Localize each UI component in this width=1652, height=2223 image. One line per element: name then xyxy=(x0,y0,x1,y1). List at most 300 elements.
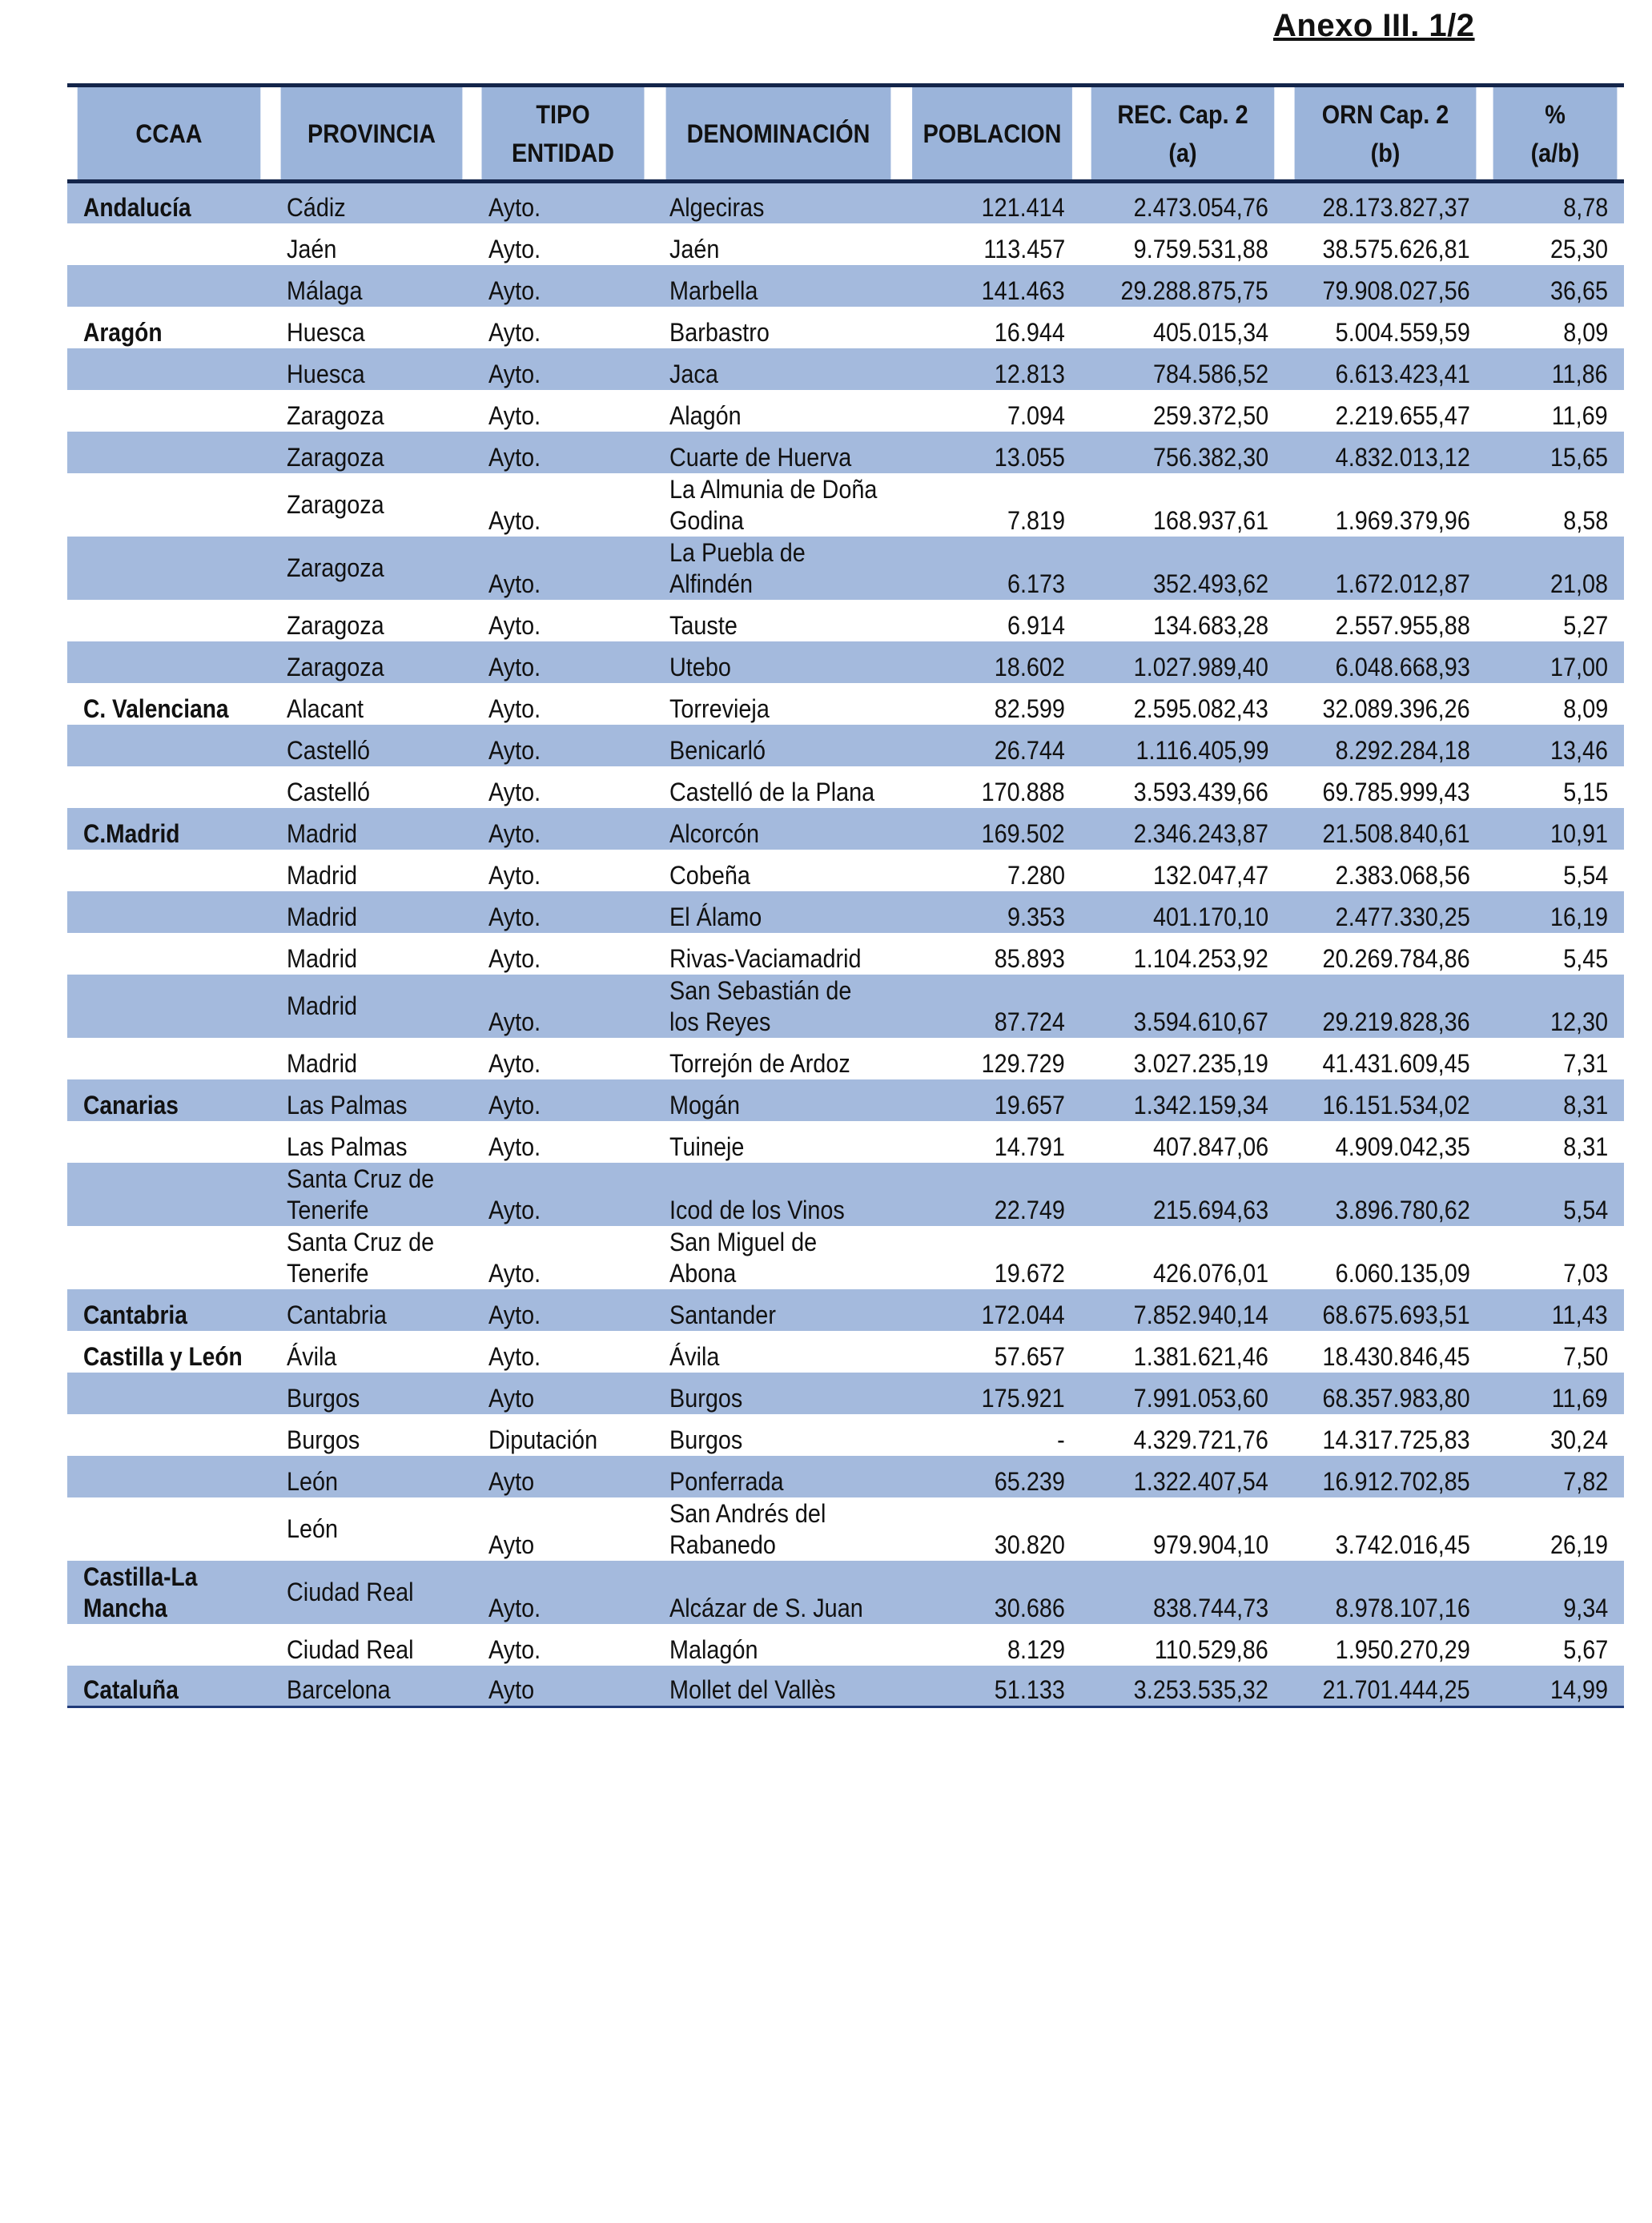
cell-provincia: Zaragoza xyxy=(271,537,472,600)
cell-denominacion: Cuarte de Huerva xyxy=(653,432,903,473)
cell-poblacion: 141.463 xyxy=(903,265,1081,307)
cell-poblacion: 82.599 xyxy=(994,693,1065,723)
cell-provincia: Cádiz xyxy=(271,182,472,223)
cell-provincia: Zaragoza xyxy=(287,400,384,430)
table-row xyxy=(67,641,1624,683)
cell-ccaa xyxy=(67,223,271,265)
cell-orn-cap2: 32.089.396,26 xyxy=(1322,693,1470,723)
cell-percentage: 25,30 xyxy=(1550,234,1608,263)
cell-rec-cap2: 7.852.940,14 xyxy=(1081,1289,1284,1331)
cell-ccaa xyxy=(67,1414,271,1456)
cell-provincia: Ávila xyxy=(287,1341,337,1371)
cell-rec-cap2: 405.015,34 xyxy=(1152,317,1268,347)
cell-percentage: 30,24 xyxy=(1550,1425,1608,1454)
header-ccaa: CCAA xyxy=(78,86,261,182)
cell-percentage: 11,43 xyxy=(1486,1289,1624,1331)
cell-poblacion: 85.893 xyxy=(994,943,1065,973)
cell-provincia: León xyxy=(271,1456,472,1497)
cell-rec-cap2: 1.342.159,34 xyxy=(1081,1079,1284,1121)
cell-poblacion: 18.602 xyxy=(903,641,1081,683)
cell-ccaa: Cantabria xyxy=(67,1289,271,1331)
cell-tipo-entidad: Ayto. xyxy=(488,1341,541,1371)
cell-orn-cap2: 8.978.107,16 xyxy=(1284,1561,1486,1624)
cell-orn-cap2: 14.317.725,83 xyxy=(1322,1425,1470,1454)
cell-percentage: 7,31 xyxy=(1562,1048,1608,1078)
cell-percentage: 7,03 xyxy=(1562,1258,1608,1288)
table-row xyxy=(67,1561,1624,1624)
cell-percentage: 8,09 xyxy=(1562,317,1608,347)
cell-poblacion: 87.724 xyxy=(903,975,1081,1038)
cell-ccaa xyxy=(67,1497,271,1561)
header-orn-cap2: ORN Cap. 2 (b) xyxy=(1295,86,1477,182)
cell-orn-cap2: 79.908.027,56 xyxy=(1284,265,1486,307)
cell-ccaa xyxy=(67,1456,271,1497)
cell-tipo-entidad: Ayto. xyxy=(488,505,541,535)
cell-ccaa: C.Madrid xyxy=(67,808,271,850)
cell-provincia: Alacant xyxy=(287,693,364,723)
cell-ccaa: Canarias xyxy=(67,1079,271,1121)
cell-ccaa xyxy=(67,348,271,390)
cell-orn-cap2: 3.742.016,45 xyxy=(1335,1530,1470,1559)
cell-ccaa: Cataluña xyxy=(67,1666,271,1707)
cell-provincia: Zaragoza xyxy=(287,610,384,640)
cell-rec-cap2: 2.346.243,87 xyxy=(1081,808,1284,850)
cell-provincia: Ciudad Real xyxy=(287,1634,414,1664)
cell-tipo-entidad: Ayto. xyxy=(488,400,541,430)
cell-denominacion: Cobeña xyxy=(669,860,750,890)
cell-tipo-entidad: Ayto. xyxy=(488,1258,541,1288)
cell-provincia: Madrid xyxy=(271,975,472,1038)
table-row xyxy=(67,933,1624,975)
cell-tipo-entidad: Ayto. xyxy=(472,182,653,223)
cell-poblacion: 16.944 xyxy=(994,317,1065,347)
cell-orn-cap2: 1.950.270,29 xyxy=(1335,1634,1470,1664)
table-row xyxy=(67,390,1624,432)
cell-percentage: 14,99 xyxy=(1486,1666,1624,1707)
cell-ccaa: C. Valenciana xyxy=(83,693,229,723)
cell-denominacion: San Sebastián de los Reyes xyxy=(653,975,903,1038)
table-row xyxy=(67,182,1624,223)
cell-ccaa xyxy=(67,600,271,641)
table-row xyxy=(67,1121,1624,1163)
cell-tipo-entidad: Diputación xyxy=(488,1425,598,1454)
cell-denominacion: Burgos xyxy=(669,1425,743,1454)
table-row xyxy=(67,307,1624,348)
table-row xyxy=(67,1289,1624,1331)
cell-provincia: Santa Cruz de Tenerife xyxy=(271,1163,472,1226)
cell-poblacion: 129.729 xyxy=(981,1048,1065,1078)
cell-rec-cap2: 7.991.053,60 xyxy=(1081,1373,1284,1414)
cell-poblacion: 12.813 xyxy=(903,348,1081,390)
cell-orn-cap2: 6.613.423,41 xyxy=(1284,348,1486,390)
cell-rec-cap2: 132.047,47 xyxy=(1152,860,1268,890)
table-row xyxy=(67,348,1624,390)
cell-rec-cap2: 9.759.531,88 xyxy=(1133,234,1268,263)
cell-poblacion: 13.055 xyxy=(903,432,1081,473)
cell-denominacion: Torrejón de Ardoz xyxy=(669,1048,850,1078)
cell-rec-cap2: 2.473.054,76 xyxy=(1081,182,1284,223)
cell-percentage: 7,82 xyxy=(1486,1456,1624,1497)
cell-tipo-entidad: Ayto. xyxy=(472,725,653,766)
cell-tipo-entidad: Ayto. xyxy=(472,265,653,307)
cell-orn-cap2: 16.912.702,85 xyxy=(1284,1456,1486,1497)
cell-tipo-entidad: Ayto. xyxy=(488,693,541,723)
cell-denominacion: Alcázar de S. Juan xyxy=(653,1561,903,1624)
cell-poblacion: 14.791 xyxy=(994,1132,1065,1161)
cell-ccaa xyxy=(67,390,271,432)
cell-percentage: 11,86 xyxy=(1486,348,1624,390)
cell-poblacion: 7.819 xyxy=(1007,505,1065,535)
cell-poblacion: 121.414 xyxy=(903,182,1081,223)
cell-denominacion: Torrevieja xyxy=(669,693,770,723)
cell-percentage: 7,50 xyxy=(1562,1341,1608,1371)
cell-poblacion: 7.094 xyxy=(1007,400,1065,430)
cell-denominacion: Malagón xyxy=(669,1634,758,1664)
cell-rec-cap2: 3.253.535,32 xyxy=(1081,1666,1284,1707)
cell-ccaa xyxy=(67,766,271,808)
cell-tipo-entidad: Ayto. xyxy=(472,1289,653,1331)
cell-provincia: Burgos xyxy=(271,1373,472,1414)
cell-ccaa xyxy=(67,1226,271,1289)
header-provincia: PROVINCIA xyxy=(281,86,463,182)
cell-provincia: Madrid xyxy=(271,808,472,850)
cell-denominacion: Ponferrada xyxy=(653,1456,903,1497)
cell-orn-cap2: 2.219.655,47 xyxy=(1335,400,1470,430)
cell-rec-cap2: 426.076,01 xyxy=(1152,1258,1268,1288)
cell-tipo-entidad: Ayto. xyxy=(472,1561,653,1624)
cell-ccaa xyxy=(67,933,271,975)
cell-provincia: Huesca xyxy=(271,348,472,390)
cell-rec-cap2: 2.595.082,43 xyxy=(1133,693,1268,723)
cell-percentage: 8,09 xyxy=(1562,693,1608,723)
cell-orn-cap2: 6.060.135,09 xyxy=(1335,1258,1470,1288)
cell-poblacion: 30.820 xyxy=(994,1530,1065,1559)
cell-rec-cap2: 215.694,63 xyxy=(1081,1163,1284,1226)
cell-ccaa: Castilla y León xyxy=(83,1341,243,1371)
cell-rec-cap2: 168.937,61 xyxy=(1152,505,1268,535)
cell-percentage: 13,46 xyxy=(1486,725,1624,766)
table-row xyxy=(67,1497,1624,1561)
cell-orn-cap2: 68.357.983,80 xyxy=(1284,1373,1486,1414)
cell-poblacion: 57.657 xyxy=(994,1341,1065,1371)
cell-provincia: Las Palmas xyxy=(287,1132,408,1161)
cell-orn-cap2: 3.896.780,62 xyxy=(1284,1163,1486,1226)
cell-orn-cap2: 41.431.609,45 xyxy=(1322,1048,1470,1078)
table-row xyxy=(67,265,1624,307)
cell-poblacion: - xyxy=(1057,1425,1065,1454)
cell-orn-cap2: 8.292.284,18 xyxy=(1284,725,1486,766)
cell-provincia: Zaragoza xyxy=(287,489,384,519)
header-denominacion: DENOMINACIÓN xyxy=(666,86,891,182)
table-row xyxy=(67,766,1624,808)
cell-ccaa xyxy=(67,1038,271,1079)
cell-poblacion: 30.686 xyxy=(903,1561,1081,1624)
table-row xyxy=(67,1414,1624,1456)
table-row xyxy=(67,725,1624,766)
cell-tipo-entidad: Ayto. xyxy=(472,808,653,850)
cell-rec-cap2: 3.027.235,19 xyxy=(1133,1048,1268,1078)
cell-percentage: 10,91 xyxy=(1486,808,1624,850)
cell-poblacion: 19.657 xyxy=(903,1079,1081,1121)
cell-tipo-entidad: Ayto xyxy=(488,1530,535,1559)
cell-poblacion: 8.129 xyxy=(1007,1634,1065,1664)
cell-percentage: 5,54 xyxy=(1562,860,1608,890)
cell-denominacion: Jaca xyxy=(653,348,903,390)
header-poblacion: POBLACION xyxy=(912,86,1072,182)
cell-orn-cap2: 1.672.012,87 xyxy=(1284,537,1486,600)
cell-percentage: 8,31 xyxy=(1486,1079,1624,1121)
cell-ccaa xyxy=(67,265,271,307)
cell-tipo-entidad: Ayto. xyxy=(488,777,541,806)
cell-denominacion: Burgos xyxy=(653,1373,903,1414)
cell-percentage: 16,19 xyxy=(1486,891,1624,933)
cell-percentage: 36,65 xyxy=(1486,265,1624,307)
cell-denominacion: Santander xyxy=(653,1289,903,1331)
table-row xyxy=(67,1456,1624,1497)
table-row xyxy=(67,808,1624,850)
cell-percentage: 11,69 xyxy=(1552,400,1608,430)
cell-poblacion: 169.502 xyxy=(903,808,1081,850)
cell-ccaa xyxy=(67,641,271,683)
cell-orn-cap2: 28.173.827,37 xyxy=(1284,182,1486,223)
cell-ccaa: Aragón xyxy=(83,317,163,347)
cell-ccaa xyxy=(67,975,271,1038)
cell-orn-cap2: 4.832.013,12 xyxy=(1284,432,1486,473)
cell-orn-cap2: 6.048.668,93 xyxy=(1284,641,1486,683)
cell-tipo-entidad: Ayto. xyxy=(472,891,653,933)
cell-ccaa xyxy=(67,891,271,933)
cell-provincia: Burgos xyxy=(287,1425,360,1454)
cell-poblacion: 19.672 xyxy=(994,1258,1065,1288)
table-row xyxy=(67,1038,1624,1079)
cell-percentage: 5,45 xyxy=(1562,943,1608,973)
cell-percentage: 15,65 xyxy=(1486,432,1624,473)
cell-tipo-entidad: Ayto. xyxy=(472,975,653,1038)
cell-orn-cap2: 21.508.840,61 xyxy=(1284,808,1486,850)
cell-poblacion: 170.888 xyxy=(981,777,1065,806)
cell-tipo-entidad: Ayto. xyxy=(472,432,653,473)
cell-orn-cap2: 20.269.784,86 xyxy=(1322,943,1470,973)
cell-provincia: Madrid xyxy=(271,891,472,933)
cell-provincia: Huesca xyxy=(287,317,365,347)
cell-tipo-entidad: Ayto. xyxy=(472,1163,653,1226)
cell-denominacion: Castelló de la Plana xyxy=(669,777,875,806)
cell-orn-cap2: 4.909.042,35 xyxy=(1335,1132,1470,1161)
cell-provincia: Castelló xyxy=(271,725,472,766)
cell-ccaa: Castilla-La Mancha xyxy=(67,1561,271,1624)
annex-title: Anexo III. 1/2 xyxy=(1273,8,1475,43)
table-row xyxy=(67,891,1624,933)
cell-tipo-entidad: Ayto. xyxy=(472,348,653,390)
cell-ccaa xyxy=(67,1121,271,1163)
cell-denominacion: Alcorcón xyxy=(653,808,903,850)
table-row xyxy=(67,850,1624,891)
cell-poblacion: 7.280 xyxy=(1007,860,1065,890)
cell-orn-cap2: 29.219.828,36 xyxy=(1284,975,1486,1038)
cell-poblacion: 6.914 xyxy=(1007,610,1065,640)
cell-percentage: 8,58 xyxy=(1562,505,1608,535)
cell-provincia: Madrid xyxy=(287,943,358,973)
cell-rec-cap2: 401.170,10 xyxy=(1081,891,1284,933)
cell-provincia: Santa Cruz de Tenerife xyxy=(287,1227,435,1288)
table-body xyxy=(67,182,1624,1707)
cell-percentage: 5,67 xyxy=(1562,1634,1608,1664)
cell-provincia: Madrid xyxy=(287,860,358,890)
cell-rec-cap2: 4.329.721,76 xyxy=(1133,1425,1268,1454)
cell-percentage: 5,54 xyxy=(1486,1163,1624,1226)
header-tipo-entidad: TIPO ENTIDAD xyxy=(481,86,644,182)
cell-provincia: León xyxy=(287,1513,339,1543)
table-row xyxy=(67,683,1624,725)
cell-poblacion: 26.744 xyxy=(903,725,1081,766)
cell-rec-cap2: 3.594.610,67 xyxy=(1081,975,1284,1038)
cell-denominacion: Tauste xyxy=(669,610,738,640)
cell-tipo-entidad: Ayto xyxy=(472,1373,653,1414)
cell-orn-cap2: 69.785.999,43 xyxy=(1322,777,1470,806)
cell-tipo-entidad: Ayto. xyxy=(488,234,541,263)
annex-table xyxy=(67,83,1624,1708)
cell-provincia: Zaragoza xyxy=(271,641,472,683)
cell-percentage: 26,19 xyxy=(1550,1530,1608,1559)
cell-tipo-entidad: Ayto. xyxy=(488,860,541,890)
cell-denominacion: Tuineje xyxy=(669,1132,745,1161)
cell-denominacion: Barbastro xyxy=(669,317,770,347)
cell-denominacion: Rivas-Vaciamadrid xyxy=(669,943,862,973)
cell-rec-cap2: 979.904,10 xyxy=(1152,1530,1268,1559)
cell-percentage: 5,27 xyxy=(1562,610,1608,640)
cell-ccaa xyxy=(67,432,271,473)
cell-percentage: 12,30 xyxy=(1486,975,1624,1038)
cell-denominacion: Mogán xyxy=(653,1079,903,1121)
cell-provincia: Jaén xyxy=(287,234,337,263)
cell-rec-cap2: 29.288.875,75 xyxy=(1081,265,1284,307)
cell-denominacion: Icod de los Vinos xyxy=(653,1163,903,1226)
table-row xyxy=(67,1624,1624,1666)
cell-denominacion: Jaén xyxy=(669,234,720,263)
cell-tipo-entidad: Ayto. xyxy=(488,1132,541,1161)
cell-denominacion: Algeciras xyxy=(653,182,903,223)
table-row xyxy=(67,1666,1624,1707)
annex-table-container xyxy=(67,83,1624,1708)
cell-denominacion: El Álamo xyxy=(653,891,903,933)
cell-provincia: Barcelona xyxy=(271,1666,472,1707)
table-row xyxy=(67,1331,1624,1373)
cell-rec-cap2: 110.529,86 xyxy=(1154,1634,1268,1664)
cell-provincia: Madrid xyxy=(287,1048,358,1078)
cell-tipo-entidad: Ayto. xyxy=(488,610,541,640)
cell-denominacion: Marbella xyxy=(653,265,903,307)
cell-percentage: 21,08 xyxy=(1486,537,1624,600)
cell-denominacion: Benicarló xyxy=(653,725,903,766)
cell-provincia: Zaragoza xyxy=(271,432,472,473)
cell-denominacion: La Almunia de Doña Godina xyxy=(669,474,878,535)
cell-percentage: 9,34 xyxy=(1486,1561,1624,1624)
cell-percentage: 11,69 xyxy=(1486,1373,1624,1414)
cell-ccaa: Andalucía xyxy=(67,182,271,223)
table-row xyxy=(67,432,1624,473)
cell-ccaa xyxy=(67,1624,271,1666)
cell-tipo-entidad: Ayto xyxy=(472,1666,653,1707)
cell-percentage: 8,78 xyxy=(1486,182,1624,223)
cell-poblacion: 65.239 xyxy=(903,1456,1081,1497)
cell-provincia: Málaga xyxy=(271,265,472,307)
cell-rec-cap2: 838.744,73 xyxy=(1081,1561,1284,1624)
table-row xyxy=(67,1079,1624,1121)
cell-orn-cap2: 38.575.626,81 xyxy=(1322,234,1470,263)
cell-tipo-entidad: Ayto. xyxy=(472,641,653,683)
cell-poblacion: 172.044 xyxy=(903,1289,1081,1331)
cell-tipo-entidad: Ayto. xyxy=(488,317,541,347)
cell-rec-cap2: 3.593.439,66 xyxy=(1133,777,1268,806)
table-row xyxy=(67,1163,1624,1226)
cell-tipo-entidad: Ayto. xyxy=(472,1079,653,1121)
cell-rec-cap2: 407.847,06 xyxy=(1152,1132,1268,1161)
cell-rec-cap2: 1.116.405,99 xyxy=(1081,725,1284,766)
header-rec-cap2: REC. Cap. 2 (a) xyxy=(1091,86,1275,182)
cell-rec-cap2: 756.382,30 xyxy=(1081,432,1284,473)
cell-ccaa xyxy=(67,473,271,537)
table-row xyxy=(67,600,1624,641)
table-row xyxy=(67,1373,1624,1414)
cell-rec-cap2: 259.372,50 xyxy=(1152,400,1268,430)
cell-tipo-entidad: Ayto xyxy=(472,1456,653,1497)
cell-poblacion: 9.353 xyxy=(903,891,1081,933)
cell-orn-cap2: 1.969.379,96 xyxy=(1335,505,1470,535)
cell-tipo-entidad: Ayto. xyxy=(472,537,653,600)
cell-orn-cap2: 5.004.559,59 xyxy=(1335,317,1470,347)
cell-rec-cap2: 1.381.621,46 xyxy=(1133,1341,1268,1371)
cell-provincia: Las Palmas xyxy=(271,1079,472,1121)
cell-ccaa xyxy=(67,850,271,891)
table-header-row xyxy=(67,86,1624,182)
cell-provincia: Ciudad Real xyxy=(271,1561,472,1624)
cell-rec-cap2: 784.586,52 xyxy=(1081,348,1284,390)
cell-rec-cap2: 1.322.407,54 xyxy=(1081,1456,1284,1497)
cell-orn-cap2: 21.701.444,25 xyxy=(1284,1666,1486,1707)
cell-denominacion: La Puebla de Alfindén xyxy=(653,537,903,600)
cell-ccaa xyxy=(67,537,271,600)
cell-denominacion: Alagón xyxy=(669,400,742,430)
table-row xyxy=(67,975,1624,1038)
cell-percentage: 8,31 xyxy=(1562,1132,1608,1161)
table-row xyxy=(67,473,1624,537)
header-percentage: % (a/b) xyxy=(1493,86,1618,182)
cell-percentage: 17,00 xyxy=(1486,641,1624,683)
cell-orn-cap2: 16.151.534,02 xyxy=(1284,1079,1486,1121)
cell-rec-cap2: 1.027.989,40 xyxy=(1081,641,1284,683)
cell-denominacion: Ávila xyxy=(669,1341,720,1371)
cell-tipo-entidad: Ayto. xyxy=(488,943,541,973)
table-row xyxy=(67,223,1624,265)
cell-rec-cap2: 134.683,28 xyxy=(1152,610,1268,640)
cell-percentage: 5,15 xyxy=(1562,777,1608,806)
cell-provincia: Cantabria xyxy=(271,1289,472,1331)
cell-ccaa xyxy=(67,1163,271,1226)
cell-denominacion: San Miguel de Abona xyxy=(669,1227,818,1288)
cell-provincia: Castelló xyxy=(287,777,371,806)
cell-rec-cap2: 352.493,62 xyxy=(1081,537,1284,600)
cell-orn-cap2: 2.477.330,25 xyxy=(1284,891,1486,933)
cell-denominacion: Utebo xyxy=(653,641,903,683)
cell-ccaa xyxy=(67,725,271,766)
cell-poblacion: 6.173 xyxy=(903,537,1081,600)
cell-poblacion: 113.457 xyxy=(983,234,1065,263)
table-row xyxy=(67,537,1624,600)
cell-denominacion: Mollet del Vallès xyxy=(653,1666,903,1707)
cell-poblacion: 51.133 xyxy=(903,1666,1081,1707)
cell-rec-cap2: 1.104.253,92 xyxy=(1133,943,1268,973)
table-row xyxy=(67,1226,1624,1289)
